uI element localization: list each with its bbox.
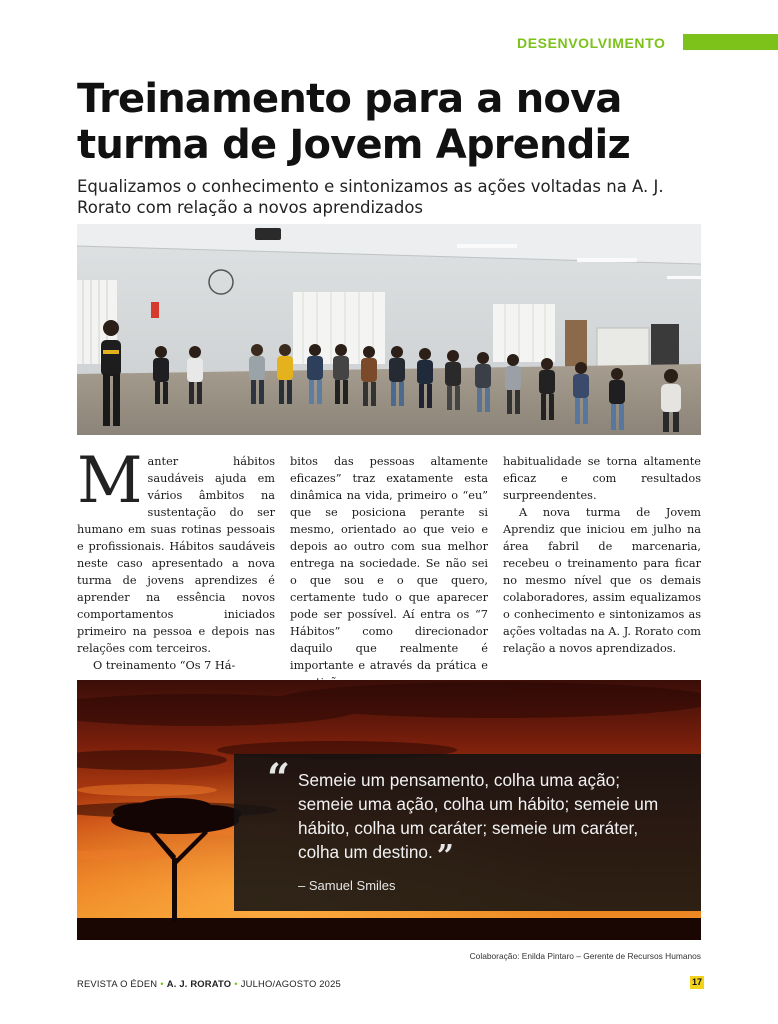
section-label: DESENVOLVIMENTO — [517, 35, 666, 51]
article-body — [77, 444, 701, 673]
quote-author: – Samuel Smiles — [298, 878, 396, 893]
footer-separator: • — [160, 978, 164, 989]
close-quote-icon: ” — [436, 839, 454, 874]
quote-box — [234, 754, 701, 911]
footer-separator: • — [234, 978, 238, 989]
page-footer — [77, 978, 341, 989]
drop-cap: M — [77, 444, 143, 518]
quote-banner — [77, 680, 701, 940]
article-title: Treinamento para a nova turma de Jovem Aprendiz — [77, 76, 630, 168]
brand-name: A. J. RORATO — [166, 978, 232, 989]
article-paragraph: anter hábitos saudáveis ajuda em vários âmbitos na sustentação do ser humano em suas rotinas pessoais e profissionais. Hábitos saudáveis neste caso apresentado a nova turma de jovens aprendizes é aprender na essência novos comportamentos iniciados primeiro na pessoa e depois nas relações com terceiros. — [77, 455, 275, 655]
open-quote-icon: “ — [267, 755, 291, 802]
article-column-2 — [290, 453, 488, 691]
article-paragraph: A nova turma de Jovem Aprendiz que iniciou em julho na área fabril de marcenaria, recebeu o treinamento para ficar no mesmo nível que os demais colaboradores, assim equalizamos o conhecimento e sintonizamos as ações voltadas na A. J. Rorato com relação a novos aprendizados. — [503, 506, 701, 655]
page-number-badge: 17 — [691, 977, 702, 987]
quote-text — [298, 768, 678, 874]
magazine-name: REVISTA O ÉDEN — [77, 978, 158, 989]
section-tag — [517, 34, 666, 52]
quote-body: Semeie um pensamento, colha uma ação; semeie uma ação, colha um hábito; semeie um hábito, colha um caráter; semeie um caráter, colha um destino. — [298, 770, 659, 862]
article-column-3 — [503, 453, 701, 657]
article-subtitle: Equalizamos o conhecimento e sintonizamos as ações voltadas na A. J. Rorato com relação a novos aprendizados — [77, 177, 664, 217]
section-accent-bar — [683, 34, 778, 50]
article-paragraph: O treinamento “Os 7 Há- — [93, 659, 236, 672]
article-column-1 — [77, 444, 275, 674]
article-paragraph: habitualidade se torna altamente eficaz e com resultados surpreendentes. — [503, 455, 701, 502]
article-paragraph: bitos das pessoas altamente eficazes” traz exatamente esta dinâmica na vida, primeiro o “eu” que se posiciona perante si mesmo, orientado ao que veio e depois ao outro com sua melhor entrega na sociedade. Se não sei o que sou e o que quero, certamente tudo o que aparecer pode ser possível. Aí entra os “7 Hábitos” como direcionador daquilo que realmente é importante e através da prática e — [290, 455, 488, 672]
issue-date: JULHO/AGOSTO 2025 — [240, 978, 341, 989]
training-group-photo — [77, 224, 701, 435]
collaboration-credit: Colaboração: Enilda Pintaro – Gerente de Recursos Humanos — [469, 951, 701, 961]
